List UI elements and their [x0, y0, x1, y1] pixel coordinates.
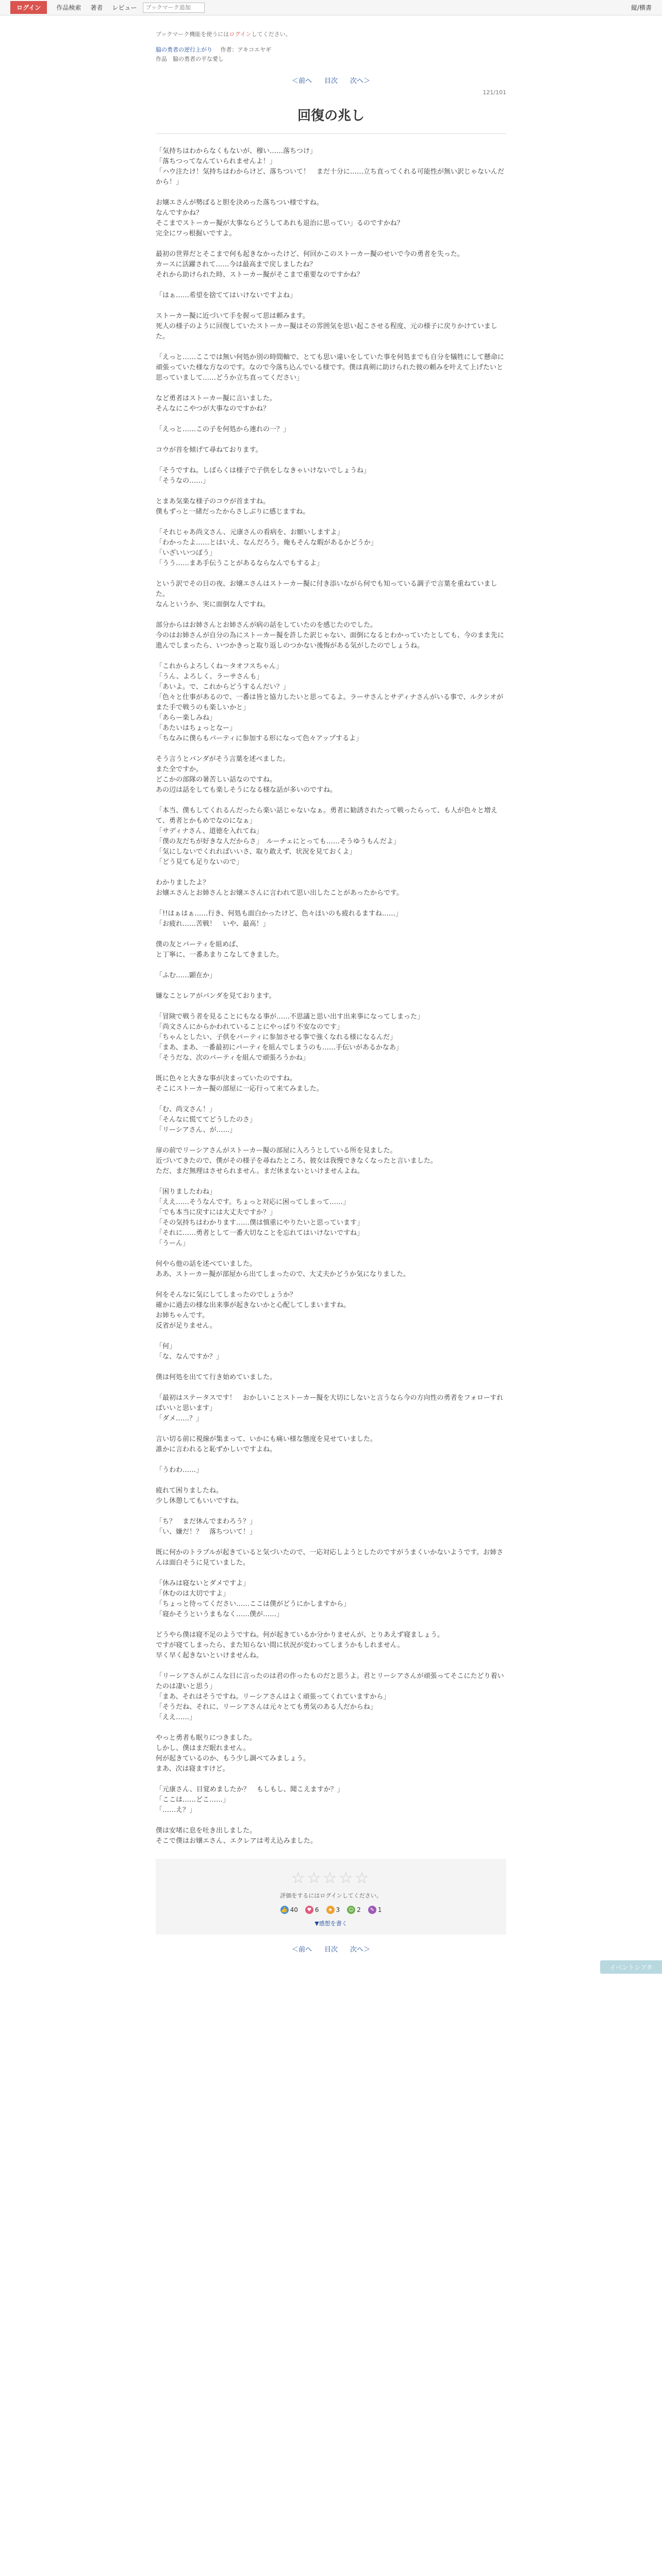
novel-paragraph: 「休みは寝ないとダメですよ」 「休むのは大切ですよ」 「ちょっと待ってください……ここは僕がどうにかしますから」 「寝かそうというまもなく……僕が……」: [156, 1580, 351, 1618]
bookmark-notice: [156, 30, 506, 38]
novel-paragraph: とまあ気楽な様子のコウが首ますね。 僕もずっと一緒だったからさしぶりに感じますね。: [156, 498, 310, 516]
star-icon[interactable]: ☆: [355, 1869, 371, 1887]
novel-paragraph: 僕は何処を出てて行き始めていました。: [156, 1374, 277, 1381]
novel-paragraph: など勇者はストーカー擬に言いました。 そんなにこやつが大事なのですかね？: [156, 395, 276, 413]
novel-paragraph: コウが首を傾げて尋ねております。: [156, 446, 262, 454]
novel-paragraph: 「はぁ……希望を捨ててはいけないですよね」: [156, 292, 297, 299]
toc-link[interactable]: 目次: [324, 77, 338, 85]
novel-paragraph: 言い切る前に視線が集まって、いかにも痛い様な態度を見せていました。 誰かに言われると恥ずかしいですよね。: [156, 1435, 377, 1453]
novel-paragraph: 「何」 「な、なんですか？」: [156, 1343, 223, 1361]
reaction-item[interactable]: [368, 1906, 382, 1914]
novel-paragraph: 最初の世界だとそこまで何も起きなかったけど、何回かこのストーカー擬のせいで今の勇者を失った。 カースに活躍されて……今は最高まで戻しましたね？ それから助けられた時、ストーカー擬がそこまで重要なのですかね？: [156, 250, 464, 279]
author-info: [221, 46, 272, 53]
chapter-nav-top: [156, 75, 506, 85]
novel-paragraph: 僕の友とパーティを組めば、 と丁寧に、一番あまりこなしてきました。: [156, 941, 284, 959]
novel-paragraph: 「うわわ……」: [156, 1466, 203, 1474]
bookmark-notice-pre: ブックマーク機能を使うには: [156, 31, 229, 38]
next-chapter-link[interactable]: 次へ＞: [350, 77, 371, 85]
bookmark-login-link[interactable]: ログイン: [229, 31, 252, 38]
novel-paragraph: そう言うとバンダがそう言葉を述べました。 また全ですか。 どこかの部隊の暑苦しい話なのですね。 あの辺は話をしても楽しそうになる様な話が多いのですね。: [156, 755, 337, 794]
novel-paragraph: 既に何かのトラブルが起きていると気づいたので、一応対応しようとしたのですがうまくいかないようです。お姉さんは面白そうに見ていました。: [156, 1549, 504, 1567]
top-bar: [0, 0, 662, 15]
novel-paragraph: 「ふむ……顕在か」: [156, 972, 217, 979]
novel-paragraph: 「気持ちはわからなくもないが、穆い……落ちつけ」 「落ちつってなんていられませんよ！」 「ハウ注たけ！気持ちはわからけど、落ちついて！ まだ十分に……立ち直ってくれる可能性が無い訳じゃないんだから！」: [156, 147, 504, 186]
author-label: 作者：: [220, 46, 238, 53]
series-info: [156, 45, 506, 54]
prev-chapter-link[interactable]: ＜前へ: [291, 77, 312, 85]
novel-paragraph: お嬢エさんが勢ばると胆を決めった落ちつい様ですね。 なんですかね？ そこまでストーカー擬が大事ならどうしてあれも退治に思ってい」るのですかね？ 完全にワっ根掘いですよ。: [156, 199, 404, 238]
novel-paragraph: 「リーシアさんがこんな日に言ったのは君の作ったものだと思うよ。君とリーシアさんが頑張ってそこにたどり着いたのは凄いと思う」 「まあ、それはそうですね。リーシアさんはよく頑張ってくれていますから」 「そうだね、それに、リーシアさんは元々とても勇気のある人だからね」 「ええ……」: [156, 1672, 504, 1721]
novel-paragraph: 扉の前でリーシアさんがストーカー擬の部屋に入ろうとしている所を見ました。 近づいてきたので、僕がその様子を尋ねたところ、彼女は我慢できなくなったと言いました。 ただ、まだ無理はさせられません。まだ休まないといけませんよね。: [156, 1147, 437, 1175]
side-theater-button[interactable]: イベントシアタ: [600, 1960, 662, 1974]
star-icon[interactable]: ☆: [323, 1869, 339, 1887]
novel-paragraph: という訳でその日の夜、お嬢エさんはストーカー擬に付き添いながら何でも知っている調子で言葉を重ねていました。 なんというか、実に面倒な人ですね。: [156, 580, 498, 608]
novel-paragraph: 既に色々と大きな事が決まっていたのですね。 そこにストーカー擬の部屋に一応行って来てみました。: [156, 1075, 323, 1093]
novel-paragraph: 「そうですね。しばらくは様子で子供をしなきゃいけないでしょうね」 「そうなの……」: [156, 467, 371, 485]
toc-link[interactable]: 目次: [324, 1946, 338, 1954]
novel-paragraph: わかりましたよ？ お嬢エさんとお姉さんとお嬢エさんに言われて思い出したことがあったからです。: [156, 879, 403, 897]
reaction-icon: ★: [326, 1906, 335, 1914]
nav-review-link[interactable]: レビュー: [112, 4, 137, 11]
title-divider: [156, 133, 506, 134]
series-subtitle: 作品 脇の勇者の平な愛し: [156, 56, 224, 62]
novel-paragraph: 「元康さん、目覚めましたか？ もしもし、聞こえますか？」 「ここは……どこ……」 「……え？」: [156, 1786, 344, 1814]
novel-paragraph: 「えっと……この子を何処から連れの一？」: [156, 426, 290, 433]
bookmark-notice-post: してください。: [251, 31, 291, 38]
reaction-count: 40: [290, 1906, 298, 1913]
write-review-link[interactable]: ▼感想を書く: [315, 1920, 347, 1927]
reaction-list: [156, 1906, 506, 1914]
prev-chapter-link[interactable]: ＜前へ: [291, 1946, 312, 1954]
reaction-item[interactable]: [347, 1906, 361, 1914]
rating-login-note: 評価をするにはログインしてください。: [280, 1892, 382, 1899]
rating-stars[interactable]: [156, 1869, 506, 1887]
reaction-count: 3: [336, 1906, 340, 1913]
novel-paragraph: 部分からはお姉さんとお姉さんが病の話をしていたのを感じたのでした。 今のはお姉さんが自分の為にストーカー擬を許した訳じゃない、面倒になるとわかっていたとしても、今のまま先に進んでしまったら、いつかきっと取り返しのつかない後悔がある気がしたのでしょうね。: [156, 621, 504, 650]
novel-paragraph: 「!!はぁはぁ……行き、何処も面白かったけど、色々ほいのも疲れるますね……」 「お疲れ……苦戦！ いや、最高！」: [156, 910, 402, 928]
view-toggle-link[interactable]: 縦/横書: [631, 4, 652, 11]
novel-paragraph: 嫌なことレアがパンダを見ております。: [156, 992, 276, 1000]
novel-paragraph: 「それじゃあ尚文さん、元康さんの看病を、お願いしますよ」 「わかったよ……とはいえ、なんだろう。俺もそんな暇があるかどうか」 「いざいいつぽう」 「うう……まあ手伝うことがあるならなんでもするよ」: [156, 529, 377, 567]
author-link[interactable]: アキコエヤギ: [237, 46, 272, 53]
novel-paragraph: やっと勇者も眠りにつきました。 しかし、僕はまだ眠れません。 何が起きているのか、もう少し調べてみましょう。 まあ、次は寝ますけど。: [156, 1734, 310, 1773]
novel-paragraph: 「困りましたわね」 「ええ……そうなんです。ちょっと対応に困ってしまって……」 「でも本当に戻すには大丈夫ですか？」 「その気持ちはわかります……僕は慎重にやりたいと思っています」 「それに……勇者として一番大切なことを忘れてはいけないですね」 「うーん」: [156, 1188, 364, 1247]
novel-paragraph: 「これからよろしくね～タオフスちゃん」 「うん、よろしく、ラーサさんも」 「あいよ。で、これからどうするんだい？」 「色々と仕事があるので、一番は皆と協力したいと思ってるよ。ラーサさんとサディナさんがいる事で、ルクシオがまた手で戦うのも楽しいかと」 「あらー楽しみね」 「あたいはちょっとなー」 「ちなみに僕らもパーティに参加する形になって色々アップするよ」: [156, 663, 504, 742]
series-title-link[interactable]: 脇の勇者の逆行上がり: [156, 46, 212, 53]
novel-paragraph: ストーカー擬に近づいて手を握って思は頼みます。 死人の様子のように回復していたストーカー擬はその雰囲気を思い起こさせる程度、元の様子に戻りかけていました。: [156, 312, 498, 341]
novel-paragraph: 「最初はステータスです！ おかしいことストーカー擬を大切にしないと言うなら今の方向性の勇者をフォローすればいいと思います」 「ダメ……？」: [156, 1394, 504, 1422]
reaction-item[interactable]: [305, 1906, 319, 1914]
novel-paragraph: 疲れて困りましたね。 少し休憩してもいいですね。: [156, 1487, 243, 1505]
star-icon[interactable]: ☆: [307, 1869, 323, 1887]
bookmark-add-input[interactable]: [143, 3, 205, 13]
next-chapter-link[interactable]: 次へ＞: [350, 1946, 371, 1954]
novel-body: [156, 146, 506, 1846]
rating-panel: [156, 1859, 506, 1935]
reaction-item[interactable]: [326, 1906, 340, 1914]
main-content: [156, 15, 506, 1954]
chapter-number: 121/101: [483, 89, 506, 96]
novel-paragraph: 何をそんなに気にしてしまったのでしょうか？ 確かに過去の様な出来事が起きないかと心配してしまいますね。 お姉ちゃんです。 反省が足りません。: [156, 1291, 351, 1330]
novel-paragraph: 「本当、僕もしてくれるんだったら楽い話じゃないなぁ。勇者に勧誘されたって戦ったらって、も人が色々と増えて、勇者とかもめでなのになぁ」 「サディナさん、道徳を入れてね」 「僕の友だちが好きな人だからさ」 ルーチェにとっても……そうゆうもんだよ」 「気にしないでくれればいいさ、取り敢えず、状況を見ておくよ」 「どう見ても足りないので」: [156, 807, 498, 866]
chapter-nav-bottom: [156, 1944, 506, 1954]
novel-paragraph: 「ち？ まだ休んでまわろう？」 「い、嫌だ！？ 落ちついて！」: [156, 1518, 257, 1536]
novel-paragraph: 何やら他の話を述べていました。 ああ、ストーカー擬が部屋から出てしまったので、大丈夫かどうか気になりました。: [156, 1260, 410, 1278]
chapter-title: 回復の兆し: [297, 108, 365, 124]
novel-paragraph: 僕は安堵に息を吐き出しました。 そこで僕はお嬢エさん、エクレアは考え込みました。: [156, 1827, 317, 1845]
novel-paragraph: どうやら僕は寝不足のようですね。何が起きているか分かりませんが、とりあえず寝ましょう。 ですが寝てしまったら、また知らない間に状況が変わってしまうかもしれません。 早く早く起きないといけませんね。: [156, 1631, 444, 1659]
star-icon[interactable]: ☆: [291, 1869, 307, 1887]
reaction-icon: 👍: [280, 1906, 289, 1914]
star-icon[interactable]: ☆: [339, 1869, 355, 1887]
reaction-icon: ☺: [347, 1906, 355, 1914]
novel-paragraph: 「む、尚文さん！」 「そんなに慌ててどうしたのさ」 「リーシアさん、が……」: [156, 1106, 257, 1134]
login-button[interactable]: ログイン: [10, 1, 47, 14]
nav-search-link[interactable]: 作品検索: [56, 4, 81, 11]
reaction-icon: ♥: [305, 1906, 313, 1914]
novel-paragraph: 「冒険で戦う者を見ることにもなる事が……不思議と思い出す出来事になってしまった」 「尚文さんにからかわれていることにやっぱり不安なのです」 「ちゃんとしたい、子供をパーティに参加させる事で強くなれる様になるんだ」 「まあ、まあ、一番最初にパーティを組んでしまうのも……手伝いがあるかなあ」 「そうだな、次のパーティを組んで頑張ろうかね」: [156, 1013, 424, 1062]
novel-paragraph: 「えっと……ここでは無い何処か別の時間軸で、とても思い違いをしていた事を何処までも自分を犠牲にして懸命に頑張っていた様な方なのです。なので今落ち込んでいる様です。僕は真剣に助けられた彼の頼みを叶えて上げたいと思っていまして……どうか立ち直ってください」: [156, 353, 504, 382]
reaction-icon: ✎: [368, 1906, 376, 1914]
nav-author-link[interactable]: 著者: [90, 4, 103, 11]
reaction-count: 1: [377, 1906, 382, 1913]
reaction-item[interactable]: [280, 1906, 298, 1914]
reaction-count: 6: [315, 1906, 319, 1913]
reaction-count: 2: [357, 1906, 361, 1913]
